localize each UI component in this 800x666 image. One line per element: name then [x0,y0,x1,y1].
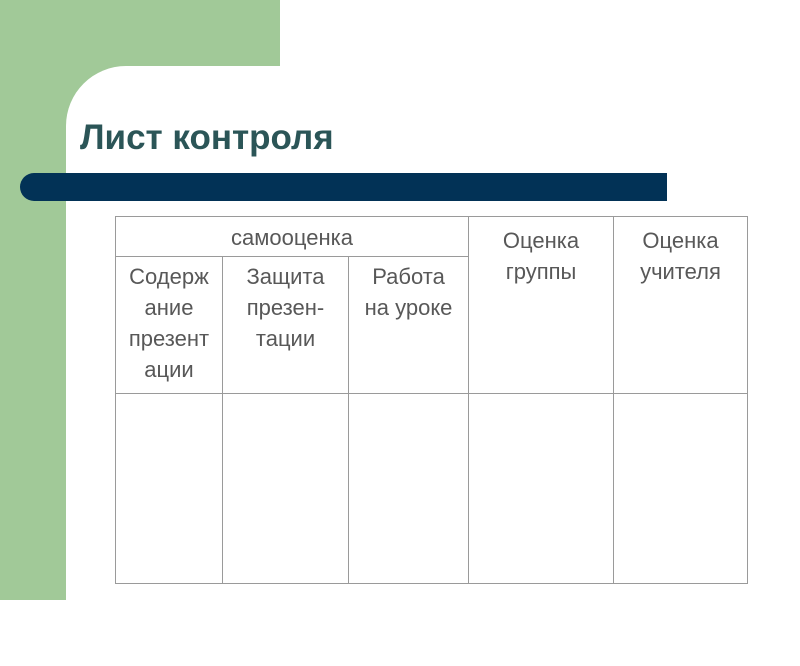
lesson-work-score-cell[interactable] [349,394,469,584]
lesson-work-column-header: Работа на уроке [364,264,453,320]
content-score-cell[interactable] [116,394,223,584]
table-input-row [116,394,748,584]
group-rating-header: Оценка группы [502,228,580,284]
teacher-rating-header: Оценка учителя [640,228,721,284]
defense-score-cell[interactable] [223,394,349,584]
title-underline-bar [20,173,667,201]
slide-title: Лист контроля [80,118,334,157]
control-table [115,216,748,584]
teacher-rating-cell[interactable] [614,394,748,584]
table-header-row [116,217,748,257]
group-rating-header-cell [469,217,614,394]
control-table-container [115,216,748,584]
defense-column-header: Защита презен- тации [246,264,325,351]
content-column-header: Содерж ание презент ации [128,264,210,382]
self-assessment-header-cell [116,217,469,257]
defense-column-header-cell [223,257,349,394]
teacher-rating-header-cell [614,217,748,394]
group-rating-cell[interactable] [469,394,614,584]
content-column-header-cell [116,257,223,394]
lesson-work-column-header-cell [349,257,469,394]
self-assessment-header: самооценка [231,225,353,250]
